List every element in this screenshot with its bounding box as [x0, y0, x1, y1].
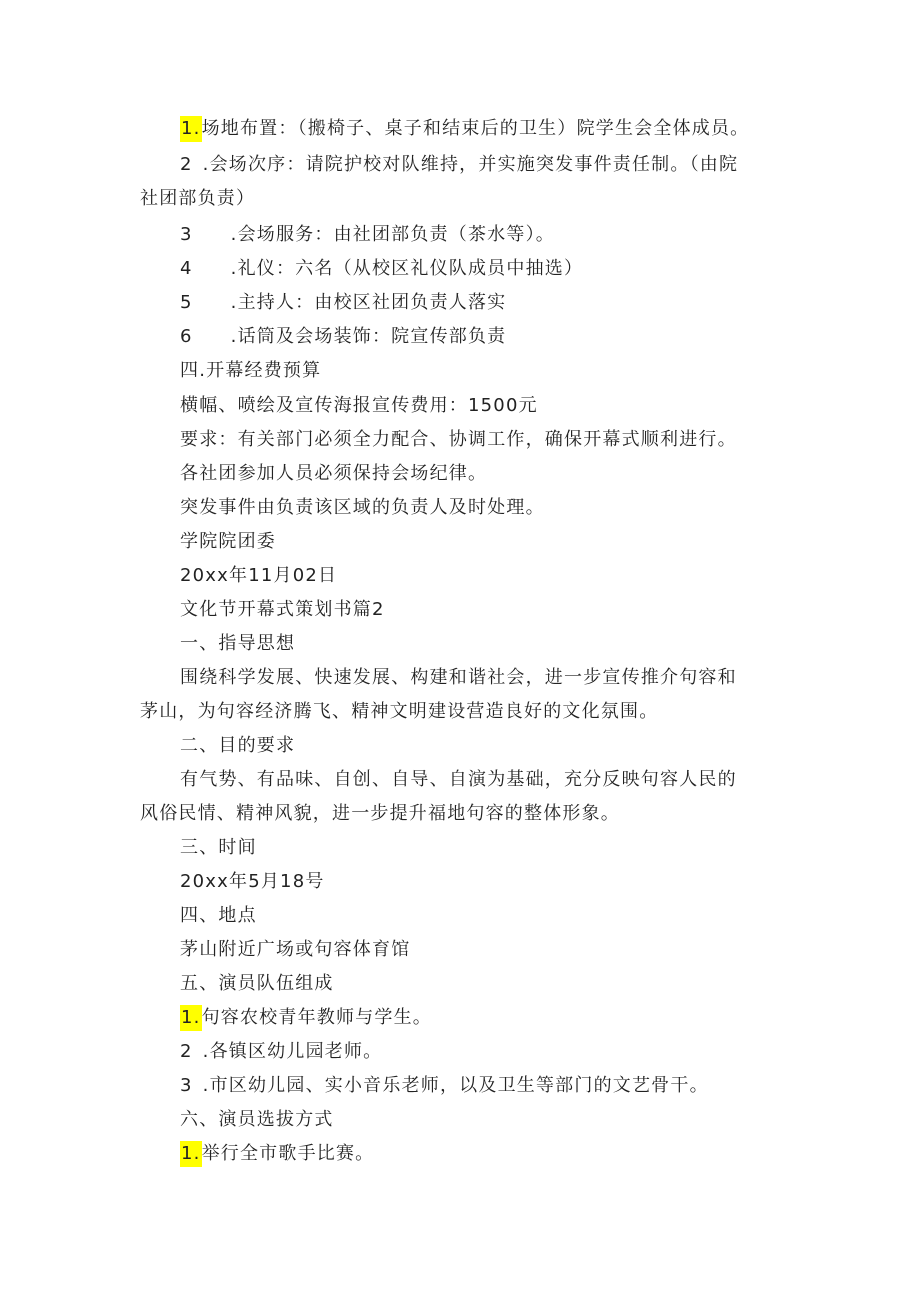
list-item-number: 5	[180, 292, 193, 313]
list-item-number: 2	[180, 1041, 193, 1062]
text-line: 社团部负责）	[140, 188, 256, 209]
list-item-6	[180, 324, 506, 350]
section-heading: 五、演员队伍组成	[180, 973, 334, 994]
highlighted-number: 1.	[180, 1141, 202, 1167]
list-item-text: 场地布置：（搬椅子、桌子和结束后的卫生）院学生会全体成员。	[201, 118, 750, 139]
text-line: 各社团参加人员必须保持会场纪律。	[180, 463, 488, 484]
list-item-text: .市区幼儿园、实小音乐老师，以及卫生等部门的文艺骨干。	[202, 1075, 709, 1096]
section-heading: 二、目的要求	[180, 735, 296, 756]
section-heading: 四、地点	[180, 905, 257, 926]
text-line: 突发事件由负责该区域的负责人及时处理。	[180, 497, 545, 518]
list-item-number: 3	[180, 224, 193, 245]
list-item-2	[180, 152, 738, 178]
text-line: 横幅、喷绘及宣传海报宣传费用：1500元	[180, 395, 538, 416]
list-item-text: .礼仪：六名（从校区礼仪队成员中抽选）	[230, 258, 584, 279]
highlighted-number: 1.	[180, 116, 202, 142]
signature-org: 学院院团委	[180, 531, 276, 552]
text-line: 茅山附近广场或句容体育馆	[180, 939, 411, 960]
list-item-number: 6	[180, 326, 193, 347]
list-item-text: 举行全市歌手比赛。	[201, 1143, 375, 1164]
highlighted-number: 1.	[180, 1005, 202, 1031]
list-item-3	[180, 1073, 709, 1099]
section-heading: 一、指导思想	[180, 633, 296, 654]
document-subtitle: 文化节开幕式策划书篇2	[180, 599, 385, 620]
list-item-number: 2	[180, 154, 193, 175]
text-line: 要求：有关部门必须全力配合、协调工作，确保开幕式顺利进行。	[180, 429, 737, 450]
list-item-text: .会场服务：由社团部负责（茶水等）。	[230, 224, 555, 245]
section-heading: 三、时间	[180, 837, 257, 858]
list-item-1	[180, 1005, 432, 1031]
section-heading: 六、演员选拔方式	[180, 1109, 334, 1130]
text-line: 有气势、有品味、自创、自导、自演为基础，充分反映句容人民的	[180, 769, 737, 790]
list-item-1	[180, 1141, 374, 1167]
list-item-text: .话筒及会场装饰：院宣传部负责	[230, 326, 507, 347]
text-line: 茅山，为句容经济腾飞、精神文明建设营造良好的文化氛围。	[140, 701, 659, 722]
list-item-number: 3	[180, 1075, 193, 1096]
list-item-text: .会场次序：请院护校对队维持，并实施突发事件责任制。（由院	[202, 154, 739, 175]
list-item-number: 4	[180, 258, 193, 279]
text-line: 围绕科学发展、快速发展、构建和谐社会，进一步宣传推介句容和	[180, 667, 737, 688]
list-item-text: .主持人：由校区社团负责人落实	[230, 292, 507, 313]
list-item-text: 句容农校青年教师与学生。	[201, 1007, 432, 1028]
list-item-3	[180, 222, 555, 248]
section-heading: 四.开幕经费预算	[180, 360, 322, 381]
list-item-5	[180, 290, 506, 316]
list-item-text: .各镇区幼儿园老师。	[202, 1041, 383, 1062]
list-item-4	[180, 256, 583, 282]
text-line: 风俗民情、精神风貌，进一步提升福地句容的整体形象。	[140, 803, 620, 824]
list-item-2	[180, 1039, 382, 1065]
date-line: 20xx年11月02日	[180, 565, 338, 586]
date-line: 20xx年5月18号	[180, 871, 325, 892]
list-item-1	[180, 116, 749, 142]
